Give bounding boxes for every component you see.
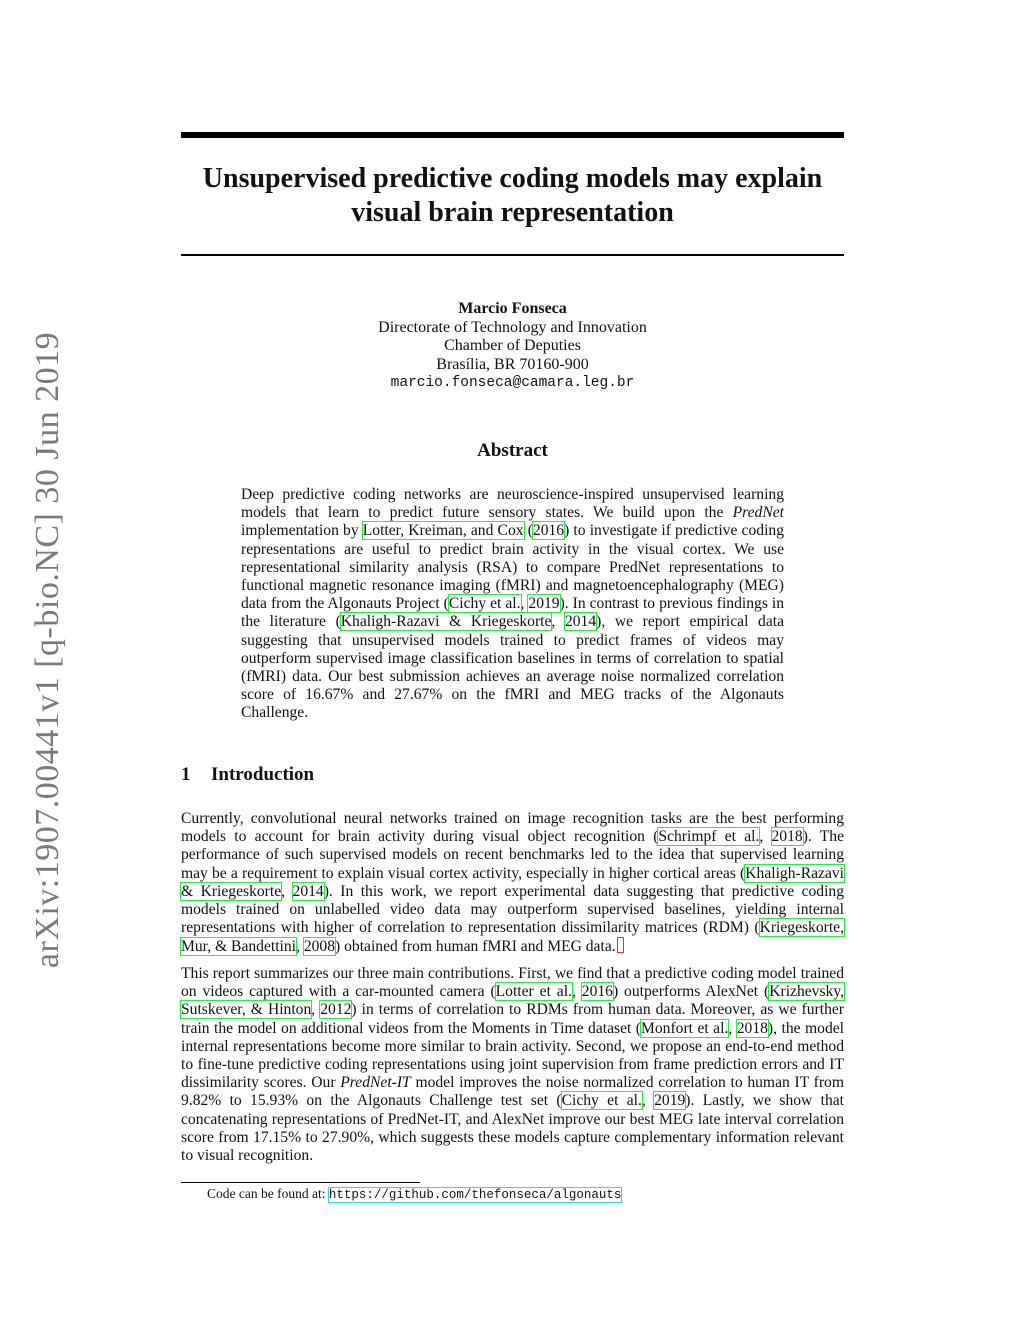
citation-year-link[interactable]: 2018 [736, 1019, 768, 1037]
citation-link[interactable]: Khaligh-Razavi & Kriegeskorte [340, 613, 552, 631]
section-heading-introduction [181, 764, 314, 786]
footnote [207, 1186, 621, 1203]
citation-year-link[interactable]: 2008 [303, 938, 336, 956]
citation-year-link[interactable]: 2019 [654, 1092, 686, 1110]
author-address: Brasília, BR 70160-900 [436, 355, 589, 373]
citation-link[interactable]: Monfort et al. [641, 1019, 729, 1037]
abstract-heading: Abstract [477, 440, 548, 461]
citation-link[interactable]: Khaligh-Razavi & Kriegeskorte [181, 864, 844, 900]
author-name: Marcio Fonseca [458, 300, 567, 317]
arxiv-identifier-stamp: arXiv:1907.00441v1 [q-bio.NC] 30 Jun 2019 [29, 331, 66, 969]
author-affiliation-1: Directorate of Technology and Innovation [378, 318, 647, 336]
citation-link[interactable]: Lotter et al. [495, 983, 572, 1001]
prednet-it-emphasis: PredNet-IT [340, 1074, 411, 1092]
intro-paragraph-1: Currently, convolutional neural networks trained on image recognition tasks are the best performing models to account for brain activity during visual object recognition (Schrimpf et al., 2018). The performance of such supervised models on recent benchmarks led to the idea that supervised learning may be a requirement to explain visual cortex activity, especially in higher cortical areas (Khaligh-Razavi & Kriegeskorte, 2014). In this work, we report experimental data suggesting that predictive coding models trained on unlabelled video data may outperform supervised baselines, yielding internal representations with higher of correlation to representation dissimilarity matrices (RDM) (Kriegeskorte, Mur, & Bandettini, 2008) obtained from human fMRI and MEG data. [181, 810, 845, 956]
citation-link[interactable]: Cichy et al. [561, 1092, 642, 1110]
code-repository-link[interactable]: https://github.com/thefonseca/algonauts [328, 1188, 622, 1202]
title-line-2: visual brain representation [351, 197, 674, 228]
author-affiliation-2: Chamber of Deputies [444, 337, 581, 354]
citation-year-link[interactable]: 2016 [581, 983, 613, 1001]
citation-link[interactable]: Schrimpf et al. [658, 828, 760, 846]
author-block [181, 300, 844, 393]
citation-year-link[interactable]: 2018 [771, 828, 803, 846]
section-number: 1 [181, 764, 191, 785]
citation-link[interactable]: Krizhevsky, Sutskever, & Hinton [181, 983, 845, 1019]
paper-title [181, 162, 844, 230]
title-bottom-rule [181, 254, 844, 256]
citation-year-link[interactable]: 2012 [320, 1001, 352, 1019]
footnote-text: Code can be found at: [207, 1186, 329, 1201]
author-email: marcio.fonseca@camara.leg.br [390, 375, 635, 391]
prednet-emphasis: PredNet [732, 504, 784, 522]
footnote-rule [181, 1182, 420, 1183]
citation-year-link[interactable]: 2014 [292, 882, 324, 900]
footnote-marker-link[interactable] [617, 937, 624, 953]
title-top-rule [181, 132, 844, 138]
citation-link[interactable]: Cichy et al. [448, 595, 521, 613]
citation-year-link[interactable]: 2019 [528, 595, 560, 613]
title-line-1: Unsupervised predictive coding models may explain [202, 163, 823, 194]
citation-link[interactable]: Lotter, Kreiman, and Cox [362, 522, 524, 540]
abstract-body: Deep predictive coding networks are neuroscience-inspired unsupervised learning models that learn to predict future sensory states. We build upon the PredNet implementation by Lotter, Kreiman, and Cox (2016) to investigate if predictive coding representations are useful to predict brain activity in the visual cortex. We use representational similarity analysis (RSA) to compare PredNet representations to functional magnetic resonance imaging (fMRI) and magnetoencephalography (MEG) data from the Algonauts Project (Cichy et al., 2019). In contrast to previous findings in the literature (Khaligh-Razavi & Kriegeskorte, 2014), we report empirical data suggesting that unsupervised models trained to predict frames of videos may outperform supervised image classification baselines in terms of correlation to spatial (fMRI) data. Our best submission achieves an average noise normalized correlation score of 16.67% and 27.67% on the fMRI and MEG tracks of the Algonauts Challenge. [241, 486, 785, 722]
section-title: Introduction [211, 764, 315, 785]
intro-paragraph-2: This report summarizes our three main contributions. First, we find that a predictive coding model trained on videos captured with a car-mounted camera (Lotter et al., 2016) outperforms AlexNet (Krizhevsky, Sutskever, & Hinton, 2012) in terms of correlation to RDMs from human data. Moreover, as we further train the model on additional videos from the Moments in Time dataset (Monfort et al., 2018), the model internal representations become more similar to brain activity. Second, we propose an end-to-end method to fine-tune predictive coding representations using joint supervision from frame prediction errors and IT dissimilarity scores. Our PredNet-IT model improves the noise normalized correlation to human IT from 9.82% to 15.93% on the Algonauts Challenge test set (Cichy et al., 2019). Lastly, we show that concatenating representations of PredNet-IT, and AlexNet improve our best MEG late interval correlation score from 17.15% to 27.90%, which suggests these models capture complementary information relevant to visual recognition. [181, 965, 845, 1165]
citation-year-link[interactable]: 2016 [532, 522, 565, 540]
citation-link[interactable]: Kriegeskorte, Mur, & Bandettini [181, 919, 844, 956]
citation-year-link[interactable]: 2014 [564, 613, 597, 631]
